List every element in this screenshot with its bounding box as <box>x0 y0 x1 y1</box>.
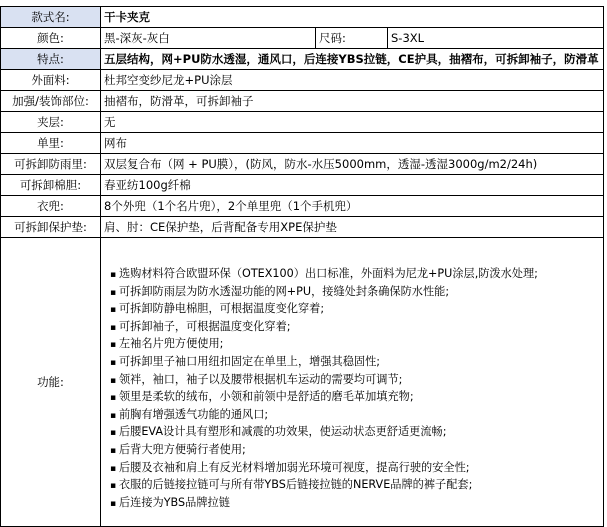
color-value[interactable]: 黑-深灰-灰白 <box>101 28 316 49</box>
rain-value[interactable]: 双层复合布（网 + PU膜），(防风，防水-水压5000mm，透湿-透湿3000g/m2/24h) <box>101 154 604 175</box>
function-item: ▪ 可拆卸防雨层为防水透湿功能的网+PU，接缝处封条确保防水性能; <box>110 284 600 302</box>
function-value[interactable] <box>101 238 604 527</box>
function-item: ▪ 前胸有增强透气功能的通风口; <box>110 407 600 425</box>
padding-value[interactable]: 春亚纺100g纤棉 <box>101 175 604 196</box>
pad-label[interactable]: 可拆卸保护垫: <box>1 217 101 238</box>
reinforce-label[interactable]: 加强/装饰部位: <box>1 91 101 112</box>
padding-label[interactable]: 可拆卸棉胆: <box>1 175 101 196</box>
size-value[interactable]: S-3XL <box>388 28 604 49</box>
row-inner <box>1 112 604 133</box>
function-item: ▪ 领里是柔软的绒布，小领和前领中是舒适的磨毛革加填充物; <box>110 389 600 407</box>
outer-value[interactable]: 杜邦空变纱尼龙+PU涂层 <box>101 70 604 91</box>
inner-label[interactable]: 夹层: <box>1 112 101 133</box>
row-lining <box>1 133 604 154</box>
style-label[interactable]: 款式名: <box>1 7 101 28</box>
function-item: ▪ 可拆卸袖子，可根据温度变化穿着; <box>110 319 600 337</box>
row-padding <box>1 175 604 196</box>
row-reinforce <box>1 91 604 112</box>
function-item: ▪ 领袢，袖口，袖子以及腰带根据机车运动的需要均可调节; <box>110 372 600 390</box>
spec-table <box>0 6 604 527</box>
reinforce-value[interactable]: 抽褶布，防滑革，可拆卸袖子 <box>101 91 604 112</box>
features-value[interactable]: 五层结构，网+PU防水透湿，通风口，后连接YBS拉链，CE护具，抽褶布，可拆卸袖子，防滑革 <box>101 49 604 70</box>
pocket-value[interactable]: 8个外兜（1个名片兜），2个单里兜（1个手机兜） <box>101 196 604 217</box>
function-item: ▪ 后连接为YBS品牌拉链 <box>110 495 600 513</box>
color-label[interactable]: 颜色: <box>1 28 101 49</box>
row-rain <box>1 154 604 175</box>
function-item: ▪ 左袖名片兜方便使用; <box>110 336 600 354</box>
function-item: ▪ 后腰及衣袖和肩上有反光材料增加弱光环境可视度，提高行驶的安全性; <box>110 460 600 478</box>
style-value[interactable]: 干卡夹克 <box>101 7 604 28</box>
row-pocket <box>1 196 604 217</box>
function-item: ▪ 衣服的后链接拉链可与所有带YBS后链接拉链的NERVE品牌的裤子配套; <box>110 477 600 495</box>
function-item: ▪ 可拆卸里子袖口用纽扣固定在单里上，增强其稳固性; <box>110 354 600 372</box>
function-item: ▪ 选购材料符合欧盟环保（OTEX100）出口标准，外面料为尼龙+PU涂层,防泼水处理; <box>110 266 600 284</box>
function-item: ▪ 可拆卸防静电棉胆，可根据温度变化穿着; <box>110 301 600 319</box>
size-label[interactable]: 尺码: <box>316 28 388 49</box>
inner-value[interactable]: 无 <box>101 112 604 133</box>
rain-label[interactable]: 可拆卸防雨里: <box>1 154 101 175</box>
function-item: ▪ 后背大兜方便骑行者使用; <box>110 442 600 460</box>
pocket-label[interactable]: 衣兜: <box>1 196 101 217</box>
lining-label[interactable]: 单里: <box>1 133 101 154</box>
pad-value[interactable]: 肩、肘：CE保护垫，后背配备专用XPE保护垫 <box>101 217 604 238</box>
row-outer <box>1 70 604 91</box>
features-label[interactable]: 特点: <box>1 49 101 70</box>
row-features <box>1 49 604 70</box>
row-pad <box>1 217 604 238</box>
row-color <box>1 28 604 49</box>
outer-label[interactable]: 外面料: <box>1 70 101 91</box>
function-label[interactable]: 功能: <box>1 238 101 527</box>
lining-value[interactable]: 网布 <box>101 133 604 154</box>
row-function <box>1 238 604 527</box>
function-item: ▪ 后腰EVA设计具有塑形和减震的功效果，使运动状态更舒适更流畅; <box>110 424 600 442</box>
function-list <box>104 238 600 526</box>
row-style <box>1 7 604 28</box>
